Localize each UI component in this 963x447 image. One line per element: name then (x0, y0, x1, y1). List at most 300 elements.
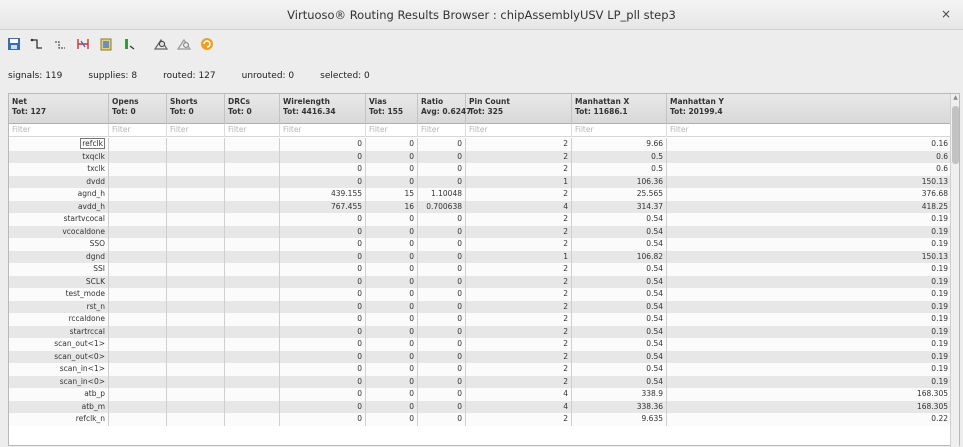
signals-count: signals: 119 (8, 71, 63, 81)
table-cell: 439.155 (280, 188, 366, 201)
filter-cell (418, 124, 466, 137)
save-icon[interactable] (4, 34, 24, 54)
table-cell: 0.54 (572, 263, 667, 276)
table-cell (225, 376, 280, 389)
table-cell (167, 326, 225, 339)
column-header-total: Tot: 127 (12, 107, 47, 116)
filter-input[interactable] (575, 125, 663, 134)
filter-input[interactable] (228, 125, 276, 134)
column-header[interactable] (418, 94, 472, 124)
table-cell: 0.54 (572, 276, 667, 289)
table-cell (109, 188, 167, 201)
routed-count: routed: 127 (163, 71, 216, 81)
net-name-cell: SSI (9, 263, 109, 276)
table-cell (167, 213, 225, 226)
table-cell: 16 (366, 201, 418, 214)
table-cell: 0 (366, 326, 418, 339)
table-cell: 0 (366, 351, 418, 364)
table-cell (109, 138, 167, 151)
close-icon[interactable]: × (940, 7, 952, 21)
table-cell (225, 326, 280, 339)
table-cell: 0 (418, 338, 466, 351)
table-row[interactable] (9, 213, 952, 226)
table-cell: 0 (418, 313, 466, 326)
zoom-fit-icon[interactable] (174, 34, 194, 54)
table-cell: 0 (366, 301, 418, 314)
net-name-cell: dgnd (9, 251, 109, 264)
table-cell: 0 (366, 138, 418, 151)
table-cell (167, 363, 225, 376)
table-cell: 0 (280, 163, 366, 176)
table-row[interactable] (9, 251, 952, 264)
table-cell (167, 351, 225, 364)
table-row[interactable] (9, 276, 952, 289)
column-header-label: DRCs (228, 97, 250, 106)
table-row[interactable] (9, 188, 952, 201)
table-cell (109, 238, 167, 251)
net-name-cell: agnd_h (9, 188, 109, 201)
table-row[interactable] (9, 263, 952, 276)
table-cell: 0 (366, 163, 418, 176)
table-cell (109, 401, 167, 414)
table-cell: 0 (418, 351, 466, 364)
table-cell: 0 (418, 151, 466, 164)
table-cell (109, 263, 167, 276)
table-cell: 0.19 (667, 326, 952, 339)
table-cell: 0.6 (667, 163, 952, 176)
table-cell: 150.13 (667, 176, 952, 189)
table-cell: 2 (466, 163, 572, 176)
table-body (9, 138, 952, 447)
net-name-cell: scan_in<0> (9, 376, 109, 389)
table-cell: 0.19 (667, 338, 952, 351)
table-cell: 0 (366, 151, 418, 164)
table-cell (167, 388, 225, 401)
table-row[interactable] (9, 301, 952, 314)
table-cell: 2 (466, 351, 572, 364)
table-row[interactable] (9, 226, 952, 239)
table-cell: 0.19 (667, 363, 952, 376)
table-cell: 0.54 (572, 351, 667, 364)
table-cell: 0 (366, 313, 418, 326)
table-cell (109, 213, 167, 226)
table-row[interactable] (9, 363, 952, 376)
table-cell: 0.19 (667, 376, 952, 389)
table-cell: 2 (466, 288, 572, 301)
table-row[interactable] (9, 351, 952, 364)
table-row[interactable] (9, 401, 952, 414)
table-cell: 0 (366, 238, 418, 251)
column-header-total: Tot: 20199.4 (670, 107, 723, 116)
net-name-cell: test_mode (9, 288, 109, 301)
table-cell (225, 351, 280, 364)
table-cell (167, 338, 225, 351)
table-cell (225, 138, 280, 151)
table-cell: 0.19 (667, 288, 952, 301)
table-cell: 0 (418, 226, 466, 239)
table-cell: 0 (280, 213, 366, 226)
column-header-label: Manhattan Y (670, 97, 724, 106)
table-cell: 0 (280, 276, 366, 289)
table-cell: 0.54 (572, 213, 667, 226)
table-cell: 0.54 (572, 288, 667, 301)
table-cell (167, 201, 225, 214)
table-cell (109, 226, 167, 239)
probe-icon[interactable] (119, 34, 139, 54)
table-cell (109, 301, 167, 314)
filter-cell (167, 124, 225, 137)
table-cell: 0 (418, 163, 466, 176)
table-cell: 1 (466, 251, 572, 264)
filter-input[interactable] (421, 125, 462, 134)
table-cell: 0.19 (667, 213, 952, 226)
filter-cell (366, 124, 418, 137)
table-cell: 0 (418, 138, 466, 151)
table-cell: 0 (366, 388, 418, 401)
table-cell (167, 188, 225, 201)
table-row[interactable] (9, 313, 952, 326)
column-header-label: Vias (369, 97, 387, 106)
table-cell (225, 388, 280, 401)
table-cell (167, 163, 225, 176)
table-cell: 418.25 (667, 201, 952, 214)
net-name-cell: atb_p (9, 388, 109, 401)
table-cell: 0.54 (572, 226, 667, 239)
table-cell: 0 (366, 276, 418, 289)
table-cell: 168.305 (667, 388, 952, 401)
table-cell: 0 (280, 313, 366, 326)
table-cell: 0.54 (572, 238, 667, 251)
table-cell (167, 151, 225, 164)
table-cell: 0.5 (572, 163, 667, 176)
table-cell: 338.9 (572, 388, 667, 401)
net-name-cell: scan_in<1> (9, 363, 109, 376)
net-name-cell: scan_out<1> (9, 338, 109, 351)
table-cell: 0.5 (572, 151, 667, 164)
column-header[interactable] (225, 94, 280, 124)
table-cell: 0 (280, 288, 366, 301)
filter-input[interactable] (369, 125, 414, 134)
table-row[interactable] (9, 151, 952, 164)
table-cell: 0 (280, 151, 366, 164)
route-icon[interactable] (27, 34, 47, 54)
column-header-total: Tot: 11686.1 (575, 107, 628, 116)
table-cell: 0 (280, 138, 366, 151)
table-cell (167, 313, 225, 326)
table-cell (225, 188, 280, 201)
column-header-label: Opens (112, 97, 139, 106)
table-cell (225, 151, 280, 164)
table-cell: 0.700638 (418, 201, 466, 214)
scroll-up-icon[interactable]: ▲ (953, 94, 958, 101)
table-cell (167, 238, 225, 251)
filter-input[interactable] (469, 125, 568, 134)
table-cell: 376.68 (667, 188, 952, 201)
filter-input[interactable] (170, 125, 221, 134)
table-cell (109, 276, 167, 289)
table-cell: 0.19 (667, 313, 952, 326)
column-header-total: Tot: 4416.34 (283, 107, 336, 116)
filter-cell (225, 124, 280, 137)
toolbar (4, 34, 217, 58)
table-cell: 2 (466, 226, 572, 239)
table-cell (167, 226, 225, 239)
table-row[interactable] (9, 413, 952, 426)
table-row[interactable] (9, 388, 952, 401)
filter-cell (466, 124, 572, 137)
table-row[interactable] (9, 138, 952, 151)
table-cell: 0.19 (667, 351, 952, 364)
table-cell (225, 301, 280, 314)
table-cell: 4 (466, 388, 572, 401)
filter-input[interactable] (283, 125, 362, 134)
unrouted-count: unrouted: 0 (241, 71, 295, 81)
table-cell: 0 (280, 176, 366, 189)
table-cell (167, 138, 225, 151)
table-cell: 0 (418, 388, 466, 401)
zoom-net-icon[interactable] (151, 34, 171, 54)
table-cell: 314.37 (572, 201, 667, 214)
table-cell: 2 (466, 138, 572, 151)
table-cell: 0 (280, 226, 366, 239)
table-cell: 0 (418, 376, 466, 389)
window-title: Virtuoso® Routing Results Browser : chipAssemblyUSV LP_pll step3 (287, 8, 676, 22)
table-cell: 0 (418, 363, 466, 376)
table-cell: 0 (280, 388, 366, 401)
table-cell (109, 326, 167, 339)
column-header-label: Pin Count (469, 97, 510, 106)
table-cell: 0 (418, 263, 466, 276)
table-cell (225, 226, 280, 239)
table-cell: 150.13 (667, 251, 952, 264)
filter-input[interactable] (12, 125, 105, 134)
table-cell (109, 288, 167, 301)
table-cell: 0.54 (572, 326, 667, 339)
table-cell: 2 (466, 301, 572, 314)
column-header[interactable] (167, 94, 225, 124)
table-cell: 2 (466, 376, 572, 389)
table-cell (167, 276, 225, 289)
table-cell: 0 (418, 238, 466, 251)
table-cell: 106.36 (572, 176, 667, 189)
table-row[interactable] (9, 376, 952, 389)
table-cell: 106.82 (572, 251, 667, 264)
table-row[interactable] (9, 326, 952, 339)
table-cell: 0 (418, 276, 466, 289)
table-cell: 2 (466, 413, 572, 426)
table-cell (225, 276, 280, 289)
net-name-cell: refclk_n (9, 413, 109, 426)
net-highlight-icon[interactable] (73, 34, 93, 54)
table-cell: 0 (280, 401, 366, 414)
table-cell: 2 (466, 188, 572, 201)
table-cell: 0 (366, 376, 418, 389)
column-header[interactable] (280, 94, 366, 124)
table-row[interactable] (9, 201, 952, 214)
table-cell (225, 176, 280, 189)
table-row[interactable] (9, 163, 952, 176)
table-cell: 0 (366, 338, 418, 351)
table-cell: 0 (366, 263, 418, 276)
table-cell: 0.19 (667, 226, 952, 239)
net-name-cell: rccaldone (9, 313, 109, 326)
table-cell: 2 (466, 151, 572, 164)
table-cell: 4 (466, 401, 572, 414)
net-name-cell: dvdd (9, 176, 109, 189)
table-cell: 2 (466, 338, 572, 351)
summary-stats (8, 71, 396, 81)
table-cell (109, 363, 167, 376)
net-name-cell: startrccal (9, 326, 109, 339)
net-name-cell: SSO (9, 238, 109, 251)
column-header[interactable] (9, 94, 109, 124)
net-name-cell: refclk (9, 138, 109, 151)
table-cell: 0 (418, 251, 466, 264)
title-bar (0, 0, 963, 30)
filter-row (9, 124, 952, 137)
table-cell (167, 251, 225, 264)
net-name-cell: atb_m (9, 401, 109, 414)
table-cell (109, 251, 167, 264)
table-cell: 0 (280, 351, 366, 364)
table-row[interactable] (9, 338, 952, 351)
table-cell (167, 301, 225, 314)
table-cell: 2 (466, 326, 572, 339)
table-cell: 2 (466, 263, 572, 276)
filter-cell (572, 124, 667, 137)
table-cell: 0.19 (667, 301, 952, 314)
filter-input[interactable] (670, 125, 948, 134)
table-cell (167, 288, 225, 301)
column-header-total: Tot: 0 (170, 107, 194, 116)
filter-cell (9, 124, 109, 137)
table-cell (225, 338, 280, 351)
table-cell: 0 (366, 363, 418, 376)
column-header[interactable] (667, 94, 952, 124)
table-cell: 0.54 (572, 301, 667, 314)
column-header-label: Shorts (170, 97, 198, 106)
table-row[interactable] (9, 238, 952, 251)
table-cell: 0 (366, 251, 418, 264)
table-cell: 9.635 (572, 413, 667, 426)
table-cell: 0 (280, 301, 366, 314)
table-cell: 0 (280, 238, 366, 251)
table-cell: 0.19 (667, 276, 952, 289)
net-name-cell: vcocaldone (9, 226, 109, 239)
table-cell: 2 (466, 313, 572, 326)
table-cell (225, 313, 280, 326)
column-header-label: Wirelength (283, 97, 330, 106)
table-cell (109, 413, 167, 426)
table-cell (225, 251, 280, 264)
table-cell (225, 401, 280, 414)
supplies-count: supplies: 8 (88, 71, 138, 81)
table-cell: 0 (280, 251, 366, 264)
table-cell: 0.54 (572, 376, 667, 389)
table-cell: 0.19 (667, 263, 952, 276)
column-header[interactable] (572, 94, 667, 124)
filter-cell (667, 124, 952, 137)
column-header-total: Tot: 0 (112, 107, 136, 116)
table-cell: 767.455 (280, 201, 366, 214)
filter-cell (280, 124, 366, 137)
table-cell (109, 338, 167, 351)
table-cell (109, 376, 167, 389)
table-cell: 0.16 (667, 138, 952, 151)
table-cell: 0 (280, 376, 366, 389)
table-cell: 0.54 (572, 313, 667, 326)
table-cell (225, 263, 280, 276)
column-header[interactable] (466, 94, 572, 124)
table-cell (167, 376, 225, 389)
table-cell: 0 (280, 363, 366, 376)
table-cell: 0.54 (572, 363, 667, 376)
net-name-cell: txclk (9, 163, 109, 176)
table-cell: 1.10048 (418, 188, 466, 201)
clipboard-icon[interactable] (96, 34, 116, 54)
table-cell: 0 (418, 401, 466, 414)
table-cell (167, 263, 225, 276)
table-row[interactable] (9, 176, 952, 189)
table-cell: 9.66 (572, 138, 667, 151)
filter-input[interactable] (112, 125, 163, 134)
column-header-total: Avg: 0.6247 (421, 107, 472, 116)
table-cell: 2 (466, 238, 572, 251)
table-cell (225, 201, 280, 214)
net-name-cell: txqclk (9, 151, 109, 164)
selected-count: selected: 0 (320, 71, 370, 81)
unroute-icon[interactable] (50, 34, 70, 54)
table-cell: 0 (280, 413, 366, 426)
table-cell: 0.6 (667, 151, 952, 164)
table-cell (109, 388, 167, 401)
vertical-scrollbar[interactable] (950, 94, 959, 447)
column-header[interactable] (109, 94, 167, 124)
scrollbar-thumb[interactable] (952, 106, 959, 164)
table-cell: 0 (366, 213, 418, 226)
table-cell (109, 176, 167, 189)
net-name-cell: rst_n (9, 301, 109, 314)
table-cell: 0 (418, 413, 466, 426)
table-cell (225, 213, 280, 226)
table-cell: 2 (466, 363, 572, 376)
column-header[interactable] (366, 94, 418, 124)
net-name-cell: avdd_h (9, 201, 109, 214)
table-cell (167, 401, 225, 414)
net-name-cell: scan_out<0> (9, 351, 109, 364)
column-header-total: Tot: 0 (228, 107, 252, 116)
table-cell: 4 (466, 201, 572, 214)
column-header-total: Tot: 325 (469, 107, 504, 116)
table-cell: 0 (418, 176, 466, 189)
table-cell (109, 351, 167, 364)
table-cell: 338.36 (572, 401, 667, 414)
column-header-label: Net (12, 97, 27, 106)
refresh-icon[interactable] (197, 34, 217, 54)
table-cell (167, 413, 225, 426)
table-cell: 0 (366, 288, 418, 301)
table-row[interactable] (9, 288, 952, 301)
table-cell (225, 163, 280, 176)
table-cell: 0 (280, 263, 366, 276)
table-cell: 0 (418, 213, 466, 226)
table-cell (109, 151, 167, 164)
table-cell (225, 413, 280, 426)
net-name-cell: startvcocal (9, 213, 109, 226)
table-cell: 25.565 (572, 188, 667, 201)
table-cell: 0.22 (667, 413, 952, 426)
table-cell: 0.54 (572, 338, 667, 351)
